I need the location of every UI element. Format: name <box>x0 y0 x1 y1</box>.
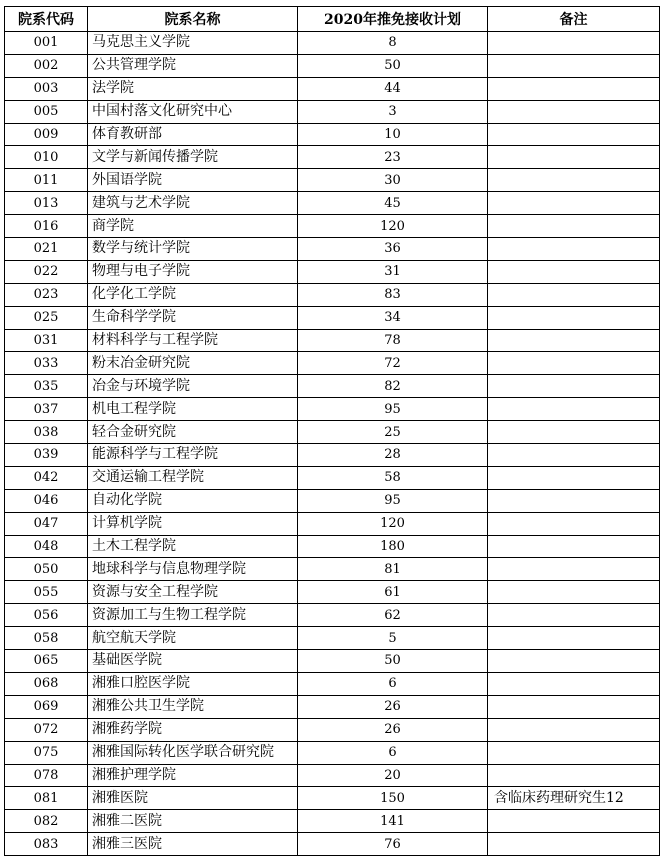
header-dept-name: 院系名称 <box>88 7 298 32</box>
note-cell <box>488 627 660 650</box>
dept-name-cell: 外国语学院 <box>88 169 298 192</box>
table-row <box>5 444 660 467</box>
plan-cell: 150 <box>298 787 488 810</box>
plan-cell: 25 <box>298 421 488 444</box>
table-row <box>5 695 660 718</box>
dept-name-cell: 粉末冶金研究院 <box>88 352 298 375</box>
table-header <box>5 7 660 32</box>
plan-cell: 23 <box>298 146 488 169</box>
note-cell <box>488 489 660 512</box>
table-row <box>5 764 660 787</box>
plan-cell: 95 <box>298 489 488 512</box>
table-row <box>5 489 660 512</box>
dept-code-cell: 056 <box>5 604 88 627</box>
dept-code-cell: 048 <box>5 535 88 558</box>
dept-code-cell: 078 <box>5 764 88 787</box>
plan-cell: 76 <box>298 833 488 856</box>
dept-name-cell: 能源科学与工程学院 <box>88 444 298 467</box>
note-cell <box>488 398 660 421</box>
dept-code-cell: 058 <box>5 627 88 650</box>
table-row <box>5 604 660 627</box>
table-row <box>5 535 660 558</box>
plan-cell: 58 <box>298 466 488 489</box>
note-cell <box>488 741 660 764</box>
note-cell <box>488 650 660 673</box>
note-cell <box>488 375 660 398</box>
dept-code-cell: 075 <box>5 741 88 764</box>
note-cell <box>488 833 660 856</box>
note-cell <box>488 764 660 787</box>
dept-name-cell: 建筑与艺术学院 <box>88 192 298 215</box>
note-cell <box>488 215 660 238</box>
dept-code-cell: 038 <box>5 421 88 444</box>
dept-code-cell: 016 <box>5 215 88 238</box>
dept-name-cell: 文学与新闻传播学院 <box>88 146 298 169</box>
plan-cell: 6 <box>298 672 488 695</box>
plan-cell: 44 <box>298 77 488 100</box>
dept-name-cell: 生命科学学院 <box>88 306 298 329</box>
dept-name-cell: 湘雅药学院 <box>88 718 298 741</box>
plan-cell: 28 <box>298 444 488 467</box>
dept-name-cell: 地球科学与信息物理学院 <box>88 558 298 581</box>
note-cell <box>488 444 660 467</box>
plan-cell: 95 <box>298 398 488 421</box>
dept-name-cell: 马克思主义学院 <box>88 32 298 55</box>
dept-name-cell: 体育教研部 <box>88 123 298 146</box>
plan-cell: 81 <box>298 558 488 581</box>
dept-name-cell: 法学院 <box>88 77 298 100</box>
dept-code-cell: 039 <box>5 444 88 467</box>
table-row <box>5 32 660 55</box>
dept-code-cell: 081 <box>5 787 88 810</box>
table-row <box>5 466 660 489</box>
dept-code-cell: 021 <box>5 238 88 261</box>
dept-code-cell: 003 <box>5 77 88 100</box>
table-row <box>5 77 660 100</box>
dept-name-cell: 湘雅二医院 <box>88 810 298 833</box>
dept-code-cell: 025 <box>5 306 88 329</box>
dept-name-cell: 公共管理学院 <box>88 54 298 77</box>
note-cell <box>488 558 660 581</box>
plan-cell: 61 <box>298 581 488 604</box>
note-cell <box>488 581 660 604</box>
table-row <box>5 787 660 810</box>
table-row <box>5 398 660 421</box>
dept-code-cell: 009 <box>5 123 88 146</box>
note-cell <box>488 672 660 695</box>
table-row <box>5 558 660 581</box>
dept-code-cell: 002 <box>5 54 88 77</box>
dept-code-cell: 072 <box>5 718 88 741</box>
header-note: 备注 <box>488 7 660 32</box>
note-cell <box>488 306 660 329</box>
note-cell <box>488 695 660 718</box>
table-row <box>5 123 660 146</box>
dept-name-cell: 自动化学院 <box>88 489 298 512</box>
table-row <box>5 810 660 833</box>
dept-code-cell: 042 <box>5 466 88 489</box>
plan-cell: 20 <box>298 764 488 787</box>
dept-name-cell: 材料科学与工程学院 <box>88 329 298 352</box>
plan-cell: 8 <box>298 32 488 55</box>
note-cell <box>488 77 660 100</box>
note-cell <box>488 123 660 146</box>
note-cell <box>488 466 660 489</box>
plan-cell: 45 <box>298 192 488 215</box>
dept-code-cell: 022 <box>5 260 88 283</box>
dept-name-cell: 土木工程学院 <box>88 535 298 558</box>
dept-name-cell: 湘雅医院 <box>88 787 298 810</box>
header-dept-code: 院系代码 <box>5 7 88 32</box>
header-row <box>5 7 660 32</box>
plan-cell: 30 <box>298 169 488 192</box>
dept-code-cell: 023 <box>5 283 88 306</box>
note-cell <box>488 54 660 77</box>
dept-code-cell: 010 <box>5 146 88 169</box>
dept-name-cell: 湘雅护理学院 <box>88 764 298 787</box>
plan-cell: 36 <box>298 238 488 261</box>
dept-code-cell: 013 <box>5 192 88 215</box>
table-row <box>5 672 660 695</box>
dept-name-cell: 湘雅公共卫生学院 <box>88 695 298 718</box>
dept-name-cell: 航空航天学院 <box>88 627 298 650</box>
dept-code-cell: 068 <box>5 672 88 695</box>
plan-cell: 72 <box>298 352 488 375</box>
table-row <box>5 146 660 169</box>
table-row <box>5 375 660 398</box>
note-cell <box>488 810 660 833</box>
plan-cell: 34 <box>298 306 488 329</box>
table-row <box>5 54 660 77</box>
dept-name-cell: 物理与电子学院 <box>88 260 298 283</box>
note-cell <box>488 329 660 352</box>
header-plan: 2020年推免接收计划 <box>298 7 488 32</box>
table-row <box>5 718 660 741</box>
note-cell <box>488 535 660 558</box>
dept-name-cell: 数学与统计学院 <box>88 238 298 261</box>
plan-cell: 10 <box>298 123 488 146</box>
dept-code-cell: 001 <box>5 32 88 55</box>
dept-name-cell: 资源与安全工程学院 <box>88 581 298 604</box>
dept-code-cell: 033 <box>5 352 88 375</box>
note-cell <box>488 512 660 535</box>
table-row <box>5 215 660 238</box>
plan-cell: 120 <box>298 512 488 535</box>
dept-code-cell: 005 <box>5 100 88 123</box>
note-cell <box>488 238 660 261</box>
plan-cell: 141 <box>298 810 488 833</box>
note-cell <box>488 260 660 283</box>
plan-cell: 50 <box>298 650 488 673</box>
plan-cell: 180 <box>298 535 488 558</box>
plan-cell: 62 <box>298 604 488 627</box>
dept-code-cell: 050 <box>5 558 88 581</box>
plan-cell: 3 <box>298 100 488 123</box>
note-cell: 含临床药理研究生12 <box>488 787 660 810</box>
plan-cell: 5 <box>298 627 488 650</box>
dept-code-cell: 031 <box>5 329 88 352</box>
table-row <box>5 306 660 329</box>
dept-code-cell: 046 <box>5 489 88 512</box>
admission-plan-table <box>4 6 660 856</box>
plan-cell: 83 <box>298 283 488 306</box>
table-row <box>5 192 660 215</box>
dept-name-cell: 中国村落文化研究中心 <box>88 100 298 123</box>
plan-cell: 82 <box>298 375 488 398</box>
note-cell <box>488 32 660 55</box>
note-cell <box>488 146 660 169</box>
dept-code-cell: 065 <box>5 650 88 673</box>
dept-name-cell: 机电工程学院 <box>88 398 298 421</box>
dept-name-cell: 交通运输工程学院 <box>88 466 298 489</box>
dept-name-cell: 化学化工学院 <box>88 283 298 306</box>
note-cell <box>488 169 660 192</box>
dept-code-cell: 069 <box>5 695 88 718</box>
note-cell <box>488 283 660 306</box>
table-row <box>5 627 660 650</box>
dept-name-cell: 轻合金研究院 <box>88 421 298 444</box>
dept-name-cell: 湘雅国际转化医学联合研究院 <box>88 741 298 764</box>
table-row <box>5 833 660 856</box>
dept-code-cell: 083 <box>5 833 88 856</box>
dept-code-cell: 037 <box>5 398 88 421</box>
plan-cell: 78 <box>298 329 488 352</box>
plan-cell: 31 <box>298 260 488 283</box>
dept-name-cell: 冶金与环境学院 <box>88 375 298 398</box>
plan-cell: 26 <box>298 718 488 741</box>
dept-code-cell: 055 <box>5 581 88 604</box>
note-cell <box>488 192 660 215</box>
dept-name-cell: 资源加工与生物工程学院 <box>88 604 298 627</box>
table-row <box>5 100 660 123</box>
table-row <box>5 421 660 444</box>
dept-code-cell: 082 <box>5 810 88 833</box>
note-cell <box>488 100 660 123</box>
dept-name-cell: 湘雅三医院 <box>88 833 298 856</box>
admission-plan-table-container <box>4 6 660 856</box>
table-row <box>5 581 660 604</box>
table-row <box>5 169 660 192</box>
plan-cell: 120 <box>298 215 488 238</box>
plan-cell: 50 <box>298 54 488 77</box>
table-row <box>5 352 660 375</box>
dept-name-cell: 基础医学院 <box>88 650 298 673</box>
dept-name-cell: 计算机学院 <box>88 512 298 535</box>
plan-cell: 6 <box>298 741 488 764</box>
dept-code-cell: 047 <box>5 512 88 535</box>
table-row <box>5 238 660 261</box>
table-row <box>5 260 660 283</box>
table-row <box>5 329 660 352</box>
note-cell <box>488 718 660 741</box>
dept-code-cell: 035 <box>5 375 88 398</box>
table-row <box>5 512 660 535</box>
table-body <box>5 32 660 856</box>
note-cell <box>488 352 660 375</box>
table-row <box>5 741 660 764</box>
note-cell <box>488 604 660 627</box>
dept-name-cell: 商学院 <box>88 215 298 238</box>
note-cell <box>488 421 660 444</box>
plan-cell: 26 <box>298 695 488 718</box>
dept-name-cell: 湘雅口腔医学院 <box>88 672 298 695</box>
dept-code-cell: 011 <box>5 169 88 192</box>
table-row <box>5 650 660 673</box>
table-row <box>5 283 660 306</box>
